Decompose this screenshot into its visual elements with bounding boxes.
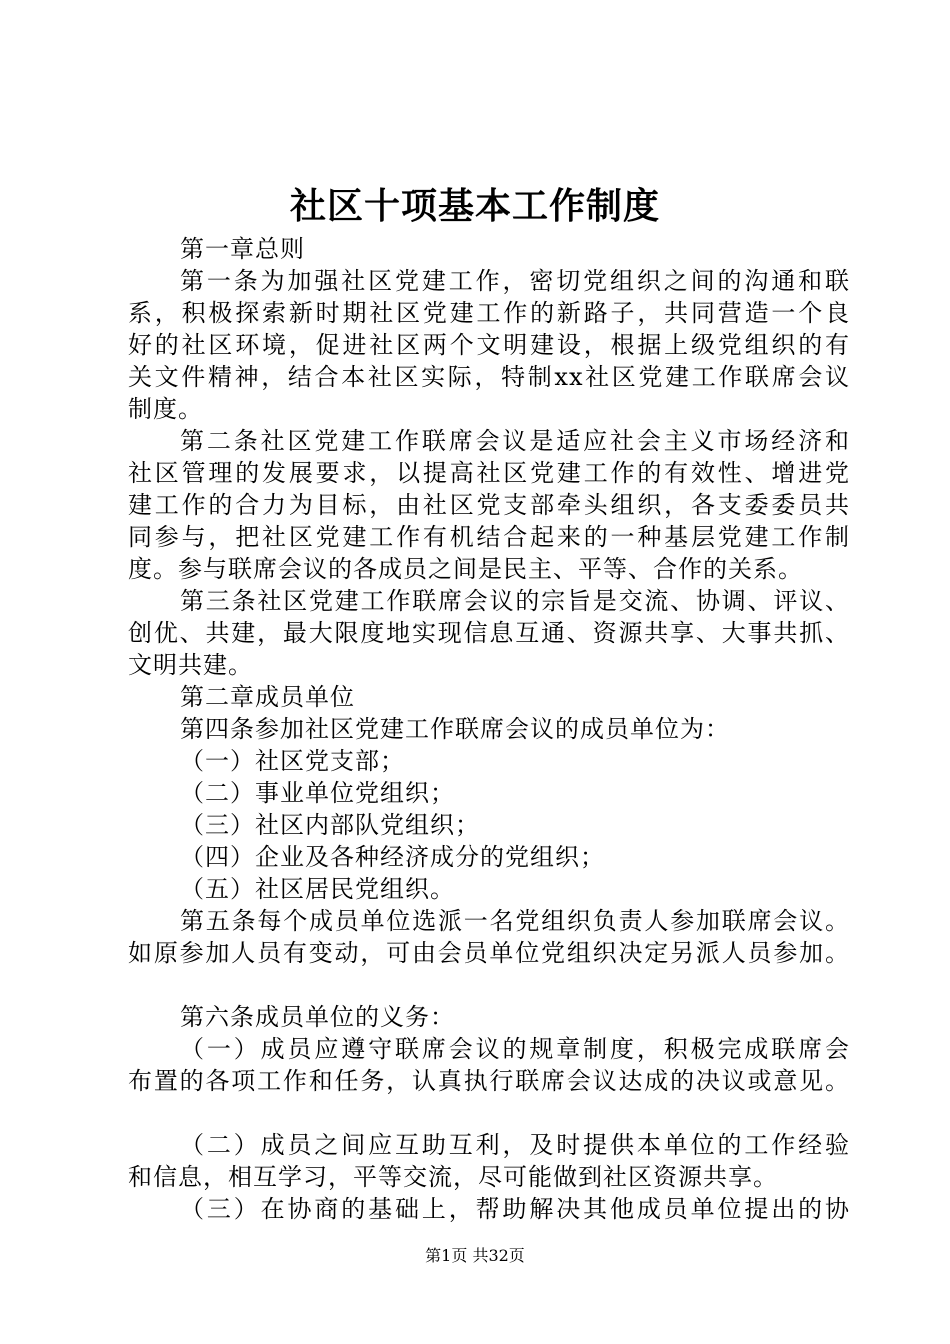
paragraph-line: 文明共建。 xyxy=(128,651,253,679)
paragraph-line: 同参与，把社区党建工作有机结合起来的一种基层党建工作制 xyxy=(128,523,850,551)
paragraph-line: 关文件精神，结合本社区实际，特制xx社区党建工作联席会议 xyxy=(128,363,850,391)
paragraph-line: 建工作的合力为目标，由社区党支部牵头组织，各支委委员共 xyxy=(128,491,850,519)
document-title: 社区十项基本工作制度 xyxy=(289,185,660,227)
list-item: （二）事业单位党组织； xyxy=(180,779,455,807)
paragraph-line: 第一条为加强社区党建工作，密切党组织之间的沟通和联 xyxy=(180,267,850,295)
paragraph-line: 度。参与联席会议的各成员之间是民主、平等、合作的关系。 xyxy=(128,555,803,583)
chapter-heading: 第二章成员单位 xyxy=(180,683,355,711)
document-body xyxy=(128,233,850,1225)
paragraph-line: 好的社区环境，促进社区两个文明建设，根据上级党组织的有 xyxy=(128,331,850,359)
paragraph-line: 第四条参加社区党建工作联席会议的成员单位为： xyxy=(180,715,730,743)
list-item: （五）社区居民党组织。 xyxy=(180,875,455,903)
paragraph-line: 第二条社区党建工作联席会议是适应社会主义市场经济和 xyxy=(180,427,850,455)
page-number: 第1页 共32页 xyxy=(425,1246,525,1265)
blank-line xyxy=(128,969,850,1001)
paragraph-line: （二）成员之间应互助互利，及时提供本单位的工作经验 xyxy=(180,1131,850,1159)
paragraph-line: 社区管理的发展要求，以提高社区党建工作的有效性、增进党 xyxy=(128,459,850,487)
blank-line xyxy=(128,1097,850,1129)
paragraph-line: 和信息，相互学习，平等交流，尽可能做到社区资源共享。 xyxy=(128,1163,778,1191)
paragraph-line: 系，积极探索新时期社区党建工作的新路子，共同营造一个良 xyxy=(128,299,850,327)
paragraph-line: 创优、共建，最大限度地实现信息互通、资源共享、大事共抓、 xyxy=(128,619,850,647)
paragraph-line: 第五条每个成员单位选派一名党组织负责人参加联席会议。 xyxy=(180,907,850,935)
paragraph-line: 第六条成员单位的义务： xyxy=(180,1003,455,1031)
paragraph-line: 布置的各项工作和任务，认真执行联席会议达成的决议或意见。 xyxy=(128,1067,850,1095)
list-item: （三）社区内部队党组织； xyxy=(180,811,480,839)
paragraph-line: （三）在协商的基础上，帮助解决其他成员单位提出的协 xyxy=(180,1195,850,1223)
paragraph-line: 如原参加人员有变动，可由会员单位党组织决定另派人员参加。 xyxy=(128,939,850,967)
paragraph-line: （一）成员应遵守联席会议的规章制度，积极完成联席会 xyxy=(180,1035,850,1063)
chapter-heading: 第一章总则 xyxy=(180,235,305,263)
list-item: （四）企业及各种经济成分的党组织； xyxy=(180,843,605,871)
paragraph-line: 第三条社区党建工作联席会议的宗旨是交流、协调、评议、 xyxy=(180,587,850,615)
paragraph-line: 制度。 xyxy=(128,395,203,423)
list-item: （一）社区党支部； xyxy=(180,747,405,775)
